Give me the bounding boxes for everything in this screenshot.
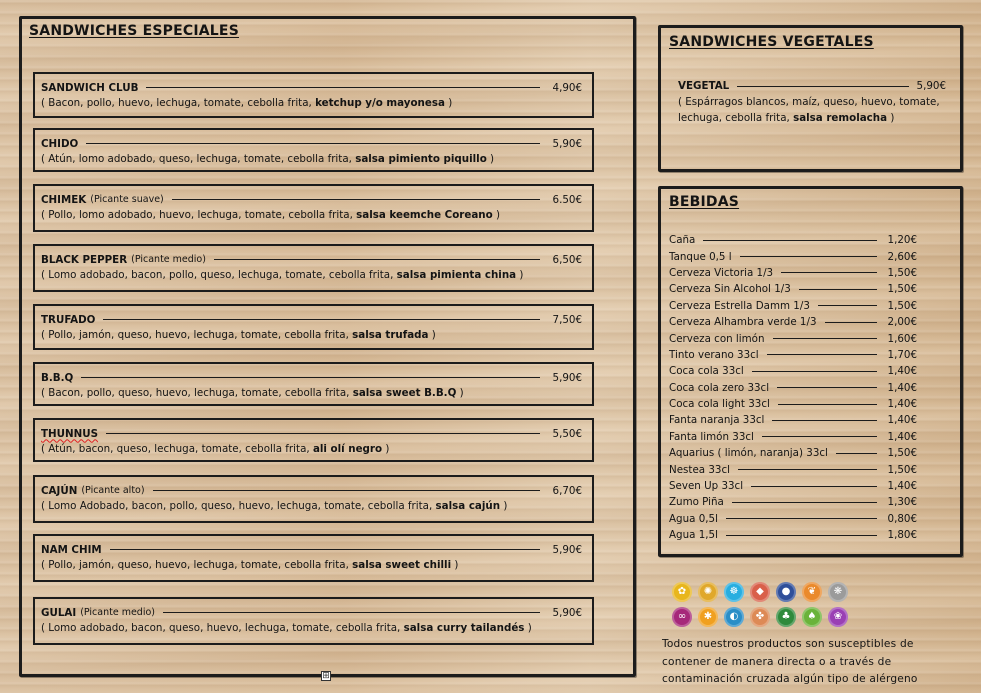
drink-name: Caña	[669, 234, 696, 247]
sesame-icon: ✤	[750, 607, 770, 627]
vegetal-name: VEGETAL	[678, 80, 730, 92]
bebidas-title: BEBIDAS	[669, 194, 740, 210]
drink-name: Cerveza Sin Alcohol 1/3	[669, 283, 791, 296]
vegetal-desc-line1: ( Espárragos blancos, maíz, queso, huevo, tomate,	[678, 96, 940, 108]
nuts-icon: ❋	[828, 582, 848, 602]
leader-line	[172, 199, 540, 200]
drink-price: 1,40€	[887, 430, 917, 443]
sandwich-ingredients: ( Lomo adobado, bacon, queso, huevo, lechuga, tomate, cebolla frita,	[41, 622, 404, 634]
sandwich-desc-end: )	[444, 97, 453, 109]
sulphites-icon: ∞	[672, 607, 692, 627]
drink-price: 1,50€	[887, 447, 917, 460]
sandwich-desc-end: )	[516, 269, 524, 281]
leader-line	[163, 612, 540, 613]
sandwich-ingredients: ( Bacon, pollo, huevo, lechuga, tomate, cebolla frita,	[41, 97, 316, 109]
sandwich-sauce: salsa curry tailandés	[403, 622, 525, 634]
drink-name: Agua 0,5l	[669, 512, 718, 525]
leader-line	[214, 259, 540, 260]
sandwich-price: 5,90€	[552, 371, 582, 384]
drink-name: Cerveza con limón	[669, 332, 765, 345]
leader-line	[752, 371, 877, 372]
drink-name: Aquarius ( limón, naranja) 33cl	[669, 447, 828, 460]
drink-price: 1,30€	[887, 496, 917, 509]
sandwich-price: 6.50€	[552, 193, 582, 206]
leader-line	[146, 87, 540, 88]
drink-price: 1,40€	[887, 398, 917, 411]
sandwich-description	[41, 209, 582, 221]
leader-line	[740, 256, 877, 257]
drink-price: 1,50€	[887, 299, 917, 312]
leader-line	[703, 240, 877, 241]
drink-row	[669, 527, 917, 543]
drink-name: Cerveza Alhambra verde 1/3	[669, 316, 817, 329]
drink-row	[669, 330, 917, 346]
vegetal-item	[678, 78, 946, 126]
leader-line	[86, 143, 540, 144]
spice-level: (Picante medio)	[131, 254, 206, 265]
drink-row	[669, 461, 917, 477]
sandwich-description	[41, 97, 582, 109]
mustard-icon: ✱	[698, 607, 718, 627]
leader-line	[767, 354, 877, 355]
drink-price: 1,40€	[887, 381, 917, 394]
leader-line	[153, 490, 540, 491]
sandwich-desc-end: )	[451, 559, 459, 571]
sandwich-desc-end: )	[428, 329, 436, 341]
sandwich-ingredients: ( Lomo adobado, bacon, pollo, queso, lechuga, tomate, cebolla frita,	[41, 269, 397, 281]
drink-row	[669, 281, 917, 297]
drink-name: Coca cola zero 33cl	[669, 381, 770, 394]
leader-line	[799, 289, 877, 290]
leader-line	[781, 272, 877, 273]
drink-price: 2,00€	[887, 316, 917, 329]
sandwich-card	[33, 128, 594, 172]
sandwich-price: 5,90€	[552, 606, 582, 619]
drink-price: 1,40€	[887, 480, 917, 493]
sandwich-sauce: salsa sweet chilli	[352, 559, 452, 571]
sandwich-sauce: salsa cajún	[435, 500, 501, 512]
sandwich-card	[33, 418, 594, 462]
sandwich-price: 5,90€	[552, 137, 582, 150]
drink-row	[669, 347, 917, 363]
drink-name: Coca cola 33cl	[669, 365, 744, 378]
leader-line	[762, 436, 877, 437]
sandwich-sauce: salsa pimiento piquillo	[355, 153, 487, 165]
sandwich-desc-end: )	[456, 387, 464, 399]
leader-line	[751, 486, 877, 487]
drink-name: Nestea 33cl	[669, 463, 730, 476]
sandwich-description	[41, 269, 582, 281]
sandwich-sauce: salsa trufada	[352, 329, 429, 341]
sandwich-price: 6,70€	[552, 484, 582, 497]
leader-line	[732, 502, 877, 503]
sandwich-price: 7,50€	[552, 313, 582, 326]
sandwich-card	[33, 304, 594, 350]
allergen-row-1	[672, 582, 872, 602]
sandwich-price: 4,90€	[552, 81, 582, 94]
leader-line	[818, 305, 877, 306]
drink-name: Tanque 0,5 l	[669, 250, 732, 263]
sandwich-ingredients: ( Pollo, lomo adobado, huevo, lechuga, tomate, cebolla frita,	[41, 209, 357, 221]
leader-line	[777, 387, 877, 388]
drink-row	[669, 429, 917, 445]
crustaceans-icon: ✺	[698, 582, 718, 602]
drink-row	[669, 363, 917, 379]
sandwich-card	[33, 475, 594, 523]
sandwich-ingredients: ( Atún, bacon, queso, lechuga, tomate, cebolla frita,	[41, 443, 313, 455]
sandwich-name: SANDWICH CLUB	[41, 81, 139, 94]
sandwich-desc-end: )	[382, 443, 390, 455]
drink-name: Coca cola light 33cl	[669, 398, 770, 411]
sandwich-price: 6,50€	[552, 253, 582, 266]
sandwich-card	[33, 184, 594, 232]
drink-name: Seven Up 33cl	[669, 480, 744, 493]
sandwich-desc-end: )	[500, 500, 508, 512]
sandwich-sauce: ketchup y/o mayonesa	[315, 97, 445, 109]
vegetal-price: 5,90€	[916, 80, 946, 92]
sandwich-sauce: salsa keemche Coreano	[356, 209, 493, 221]
sandwich-name: BLACK PEPPER	[41, 253, 128, 266]
spice-level: (Picante suave)	[90, 194, 164, 205]
leader-line	[773, 338, 877, 339]
allergen-notice	[662, 636, 962, 689]
drink-name: Cerveza Victoria 1/3	[669, 266, 774, 279]
soy-icon: ♣	[776, 607, 796, 627]
drink-name: Fanta naranja 33cl	[669, 414, 765, 427]
leader-line	[738, 469, 877, 470]
sandwich-ingredients: ( Pollo, jamón, queso, huevo, lechuga, tomate, cebolla frita,	[41, 559, 353, 571]
drink-row	[669, 494, 917, 510]
drink-name: Fanta limón 33cl	[669, 430, 754, 443]
drink-row	[669, 396, 917, 412]
gluten-icon: ✿	[672, 582, 692, 602]
drink-price: 1,40€	[887, 365, 917, 378]
sandwich-name: CHIMEK	[41, 193, 87, 206]
molluscs-icon: ◐	[724, 607, 744, 627]
drink-name: Agua 1,5l	[669, 529, 718, 542]
sandwich-card	[33, 244, 594, 292]
vegetal-desc-line2: lechuga, cebolla frita,	[678, 112, 794, 124]
vegetal-description	[678, 94, 946, 126]
sandwich-ingredients: ( Atún, lomo adobado, queso, lechuga, tomate, cebolla frita,	[41, 153, 356, 165]
lupin-icon: ❀	[828, 607, 848, 627]
drink-name: Cerveza Estrella Damm 1/3	[669, 299, 810, 312]
sandwich-description	[41, 443, 582, 455]
leader-line	[836, 453, 877, 454]
drink-price: 1,80€	[887, 529, 917, 542]
sandwich-sauce: salsa pimienta china	[396, 269, 517, 281]
allergen-icons	[672, 582, 872, 632]
drink-row	[669, 478, 917, 494]
drink-row	[669, 248, 917, 264]
drink-row	[669, 265, 917, 281]
allergen-notice-line2: contener de manera directa o a través de	[662, 655, 892, 668]
sandwich-card	[33, 534, 594, 582]
especiales-title: SANDWICHES ESPECIALES	[29, 23, 239, 39]
sandwich-desc-end: )	[492, 209, 501, 221]
sandwich-price: 5,50€	[552, 427, 582, 440]
sandwich-sauce: salsa sweet B.B.Q	[352, 387, 457, 399]
drink-price: 0,80€	[887, 512, 917, 525]
sandwich-name: B.B.Q	[41, 371, 74, 384]
leader-line	[110, 549, 540, 550]
fish-icon: ◆	[750, 582, 770, 602]
leader-line	[772, 420, 877, 421]
sandwich-description	[41, 500, 582, 512]
sandwich-description	[41, 622, 582, 634]
vegetal-sauce: salsa remolacha	[793, 112, 888, 124]
sandwich-name: GULAI	[41, 606, 77, 619]
sandwich-description	[41, 153, 582, 165]
leader-line	[778, 404, 877, 405]
drink-row	[669, 298, 917, 314]
sandwich-ingredients: ( Bacon, pollo, queso, huevo, lechuga, tomate, cebolla frita,	[41, 387, 353, 399]
drink-row	[669, 511, 917, 527]
move-handle-icon[interactable]: ⊞	[322, 671, 330, 681]
drinks-list	[669, 232, 917, 543]
drink-price: 1,70€	[887, 348, 917, 361]
drink-price: 1,20€	[887, 234, 917, 247]
sandwich-sauce: ali olí negro	[312, 443, 383, 455]
sandwich-name: THUNNUS	[41, 427, 99, 440]
spice-level: (Picante alto)	[81, 485, 145, 496]
vegetal-leader-line	[737, 86, 908, 87]
sandwich-name: CHIDO	[41, 137, 79, 150]
vegetal-desc-end: )	[887, 112, 895, 124]
sandwich-name: NAM CHIM	[41, 543, 102, 556]
sandwich-description	[41, 559, 582, 571]
leader-line	[825, 322, 878, 323]
sandwich-ingredients: ( Lomo Adobado, bacon, pollo, queso, huevo, lechuga, tomate, cebolla frita,	[41, 500, 436, 512]
leader-line	[81, 377, 540, 378]
drink-price: 1,50€	[887, 266, 917, 279]
drink-row	[669, 314, 917, 330]
vegetales-title: SANDWICHES VEGETALES	[669, 34, 874, 50]
celery-icon: ♠	[802, 607, 822, 627]
peanut-icon: ❦	[802, 582, 822, 602]
sandwich-name: TRUFADO	[41, 313, 96, 326]
drink-price: 1,50€	[887, 463, 917, 476]
allergen-row-2	[672, 607, 872, 627]
sandwich-price: 5,90€	[552, 543, 582, 556]
sandwich-desc-end: )	[486, 153, 495, 165]
spice-level: (Picante medio)	[80, 607, 155, 618]
sandwich-card	[33, 597, 594, 645]
drink-price: 2,60€	[887, 250, 917, 263]
drink-row	[669, 380, 917, 396]
drink-row	[669, 412, 917, 428]
drink-row	[669, 232, 917, 248]
drink-row	[669, 445, 917, 461]
sandwich-card	[33, 72, 594, 118]
leader-line	[103, 319, 540, 320]
leader-line	[106, 433, 540, 434]
drink-name: Zumo Piña	[669, 496, 724, 509]
sandwich-card	[33, 362, 594, 406]
drink-price: 1,40€	[887, 414, 917, 427]
sandwich-description	[41, 329, 582, 341]
sandwich-ingredients: ( Pollo, jamón, queso, huevo, lechuga, tomate, cebolla frita,	[41, 329, 353, 341]
drink-price: 1,50€	[887, 283, 917, 296]
sandwich-description	[41, 387, 582, 399]
allergen-notice-line1: Todos nuestros productos son susceptibles de	[662, 638, 914, 650]
leader-line	[726, 535, 877, 536]
egg-icon: ●	[776, 582, 796, 602]
sandwich-desc-end: )	[524, 622, 532, 634]
shellfish-icon: ☸	[724, 582, 744, 602]
leader-line	[726, 518, 877, 519]
sandwich-name: CAJÚN	[41, 484, 78, 497]
allergen-notice-line3: contaminación cruzada algún tipo de alérgeno	[662, 673, 918, 685]
drink-price: 1,60€	[887, 332, 917, 345]
drink-name: Tinto verano 33cl	[669, 348, 759, 361]
